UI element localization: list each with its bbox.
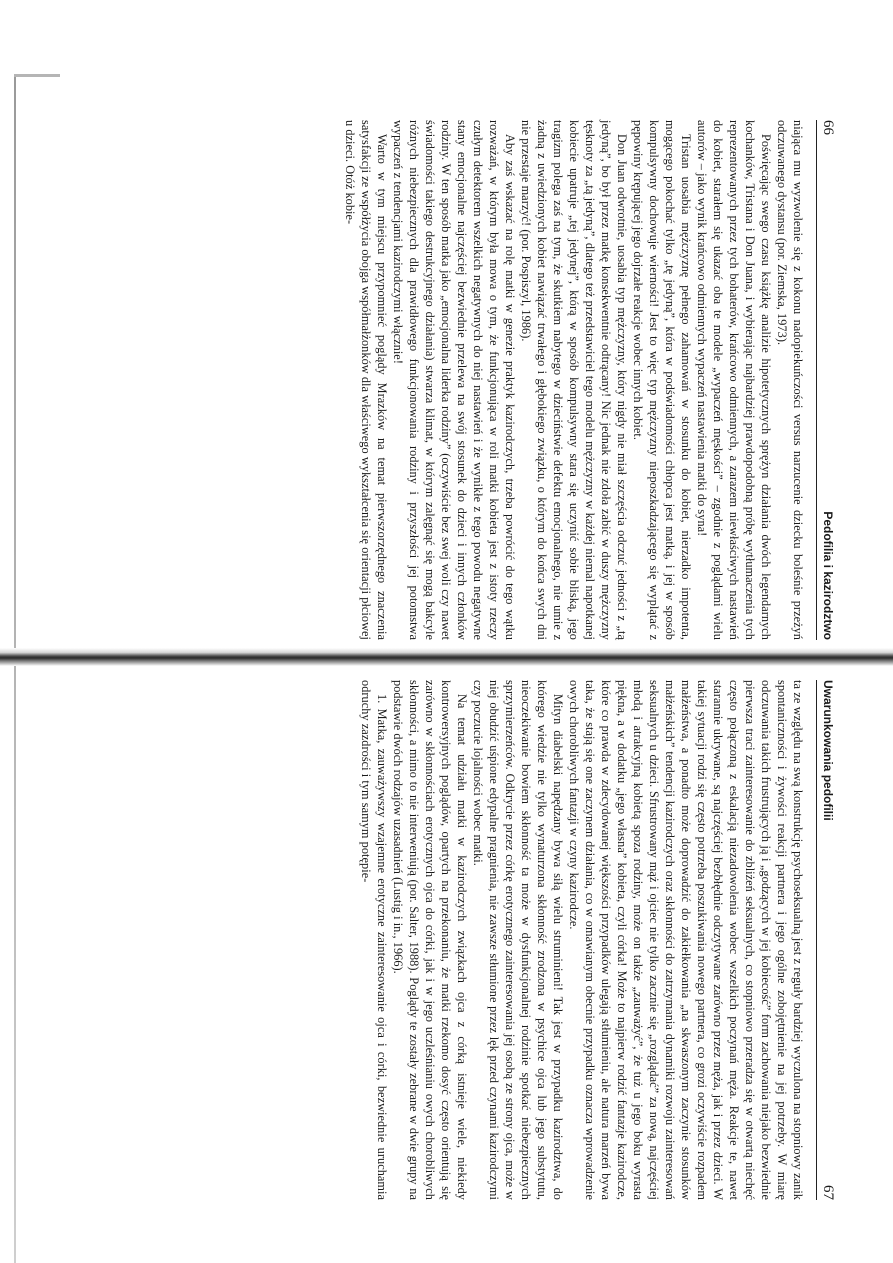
paragraph: Poświęcając swego czasu książkę analizie hipotetycznych sprężyn działania dwóch legendarnych kochanków, Tristana i Don Juana, i wybierając najbardziej prawdopodobną próbę wytłumaczenia tych reprezentowanych przez tych bohaterów, krańcowo odmiennych, a zarazem niewłaściwych nastawień do kobiet, starałem się ukazać oba te modele „wypaczeń męskości” – zgodnie z poglądami wielu autorów – jako wynik krańcowo odmiennych wypaczeń nastawienia matki do syna!: [695, 120, 773, 640]
scan-edge-top: [14, 74, 60, 77]
left-page-body: [342, 120, 806, 640]
paragraph: 1. Matka, zauważywszy wzajemne erotyczne zainteresowanie ojca i córki, bezwiednie uruchamia odruchy zazdrości i tym samym potępie-: [359, 680, 389, 1200]
paragraph: Warto w tym miejscu przypomnieć poglądy Mrazków na temat pierwszorzędnego znaczenia satysfakcji ze współżycia obojga współmałżonków dla właściwego wykształcenia się orientacji płciowej u dzieci. Otóż kobie-: [343, 120, 389, 640]
scan-edge-left: [14, 76, 16, 1263]
paragraph: Aby zaś wskazać na rolę matki w genezie praktyk kazirodczych, trzeba powrócić do tego wątku rozważań, w którym była mowa o tym, że funkcjonująca w roli matki kobieta jest z istoty rzeczy czułym detektorem wszelkich negatywnych do niej nastawień i że wynikłe z tego powodu negatywne stany emocjonalne najczęściej bezwiednie przelewa na swój stosunek do dzieci i innych członków rodziny. W ten sposób matka jako „emocjonalna liderka rodziny” (oczywiście bez swej woli czy nawet świadomości takiego destrukcyjnego działania) stwarza klimat, w którym zalęgnąć się mogą bakcyle różnych niebezpiecznych dla prawidłowego funkcjonowania rodziny i przyszłości jej potomstwa wypaczeń z tendencjami kazirodczymi włącznie!: [391, 120, 517, 640]
book-gutter: [0, 648, 893, 666]
right-running-head: Uwarunkowania pedofilii: [821, 680, 835, 821]
right-page-number: 67: [820, 1185, 836, 1200]
paragraph: niająca mu wyzwolenie się z kokonu nadopiekuńczości versus narzucenie dziecku boleśnie przeżyń odczuwanego dystansu (por. Ziemska, 1973).: [775, 120, 805, 640]
right-page-header: [816, 680, 836, 1200]
paragraph: Na temat udziału matki w kazirodczych związkach ojca z córką istnieje wiele, niekiedy kontrowersyjnych poglądów, opartych na przekonaniu, że matki rzekomo dosyć często orientują się zarówno w skłonnościach erotycznych ojca do córki, jak i w jego uczleśnianiu owych chorobliwych skłonności, a mimo to nie interweniują (por. Salter, 1988). Poglądy te zostały zebrane w dwie grupy na podstawie dwóch rodzajów uzasadnień (Lustig i in., 1966).: [391, 680, 469, 1200]
paragraph: Don Juan odwrotnie, uosabia typ mężczyzny, który nigdy nie miał szczęścia odczuć jedności z „tą jedyną”, bo był przez matkę konsekwentnie odtrącany! Nic jednak nie zdoła zabić w duszy mężczyzny tęsknoty za „tą jedyną”, dlatego też przedstawiciel tego modelu mężczyzny w każdej niemal napotkanej kobiecie upatruje „tej jedynej”, którą w sposób kompulsywny stara się uczynić sobie bliską, jego tragizm polega zaś na tym, że skutkiem nabytego w dzieciństwie defektu emocjonalnego, nie umie z żadną z uwiedzionych kobiet nawiązać trwałego i głębokiego związku, o którym do końca swych dni nie przestaje marzyć! (por. Pospiszyl, 1986).: [519, 120, 629, 640]
paragraph: ta ze względu na swą konstrukcję psychoseksualną jest z reguły bardziej wyczulona na stopniowy zanik spontaniczności i żywości reakcji partnera i jego ogólne zobojętnienie na jej potrzeby. W miarę odczuwania takich frustrujących ją i „godzących w jej kobiecość” form zachowania niejako bezwiednie pierwsza traci zainteresowanie do zbliżeń seksualnych, co stopniowo przeradza się w otwartą niechęć często połączoną z eskalacją niezadowolenia wobec wszelkich poczynań męża. Reakcje te, nawet starannie ukrywane, są najczęściej bezbłędnie odczytywane zarówno przez męża, jak i przez dzieci. W takiej sytuacji rodzi się często potrzeba poszukiwania nowego partnera, co grozi oczywiście rozpadem małżeństwa, a ponadto może doprowadzić do zakiełkowania „na skwaszonym zaczynie stosunków małżeńskich” tendencji kazirodczych oraz skłonności do zatrzymania dynamiki rozwoju zainteresowań seksualnych u dzieci. Sfrustrowany mąż i ojciec nie tylko zacznie się „rozglądać” za nową, najczęściej młodą i atrakcyjną kobietą spoza rodziny, może on także „zauważyć”, że tuż u jego boku wyrasta piękna, a w dodatku „jego własna” kobieta, czyli córka! Może to najpierw rodzić fantazje kazirodcze, które co prawda w zdecydowanej większości przypadków ulegają stłumieniu, ale natura marzeń bywa taka, że stają się one zaczynem działania, co w omawianym obecnie przypadku oznacza wprowadzenie owych chorobliwych fantazji w czyny kazirodcze.: [567, 680, 805, 1200]
left-running-head: Pedofilia i kazirodztwo: [821, 511, 835, 640]
paragraph: Mityn diabelski napędzany bywa siłą wielu struminieni! Tak jest w przypadku kazirodztwa, do którego wiedzie nie tylko wynaturzona skłonność zrodzona w psychice ojca lub jego substytutu, nieoczekiwanie bowiem skłonność ta może w dysfunkcjonalnej rodzinie spotkać niebezpiecznych sprzymierzeńców. Odkrycie przez córkę erotycznego zainteresowania jej osobą ze strony ojca, może w niej obudzić uśpione edypalne pragnienia, nie zawsze stłumione przez lęk przed czynami kazirodczymi czy poczucie lojalności wobec matki.: [471, 680, 565, 1200]
left-page: [76, 120, 836, 640]
left-page-header: [816, 120, 836, 640]
right-page: [76, 680, 836, 1200]
left-page-number: 66: [820, 120, 836, 135]
paragraph: Tristan uosabia mężczyznę pełnego zahamowań w stosunku do kobiet, nierzadko impotenta, mogącego pokochać tylko „tę jedyną”, która w podświadomości chłopca jest matką, i jej w sposób kompulsywny dochowuje wierności! Jest to więc typ mężczyzny nieposzkadzającego się wyplątać z pępowiny krępującej jego dojrzałe reakcje wobec innych kobiet.: [631, 120, 693, 640]
right-page-body: [358, 680, 806, 1200]
